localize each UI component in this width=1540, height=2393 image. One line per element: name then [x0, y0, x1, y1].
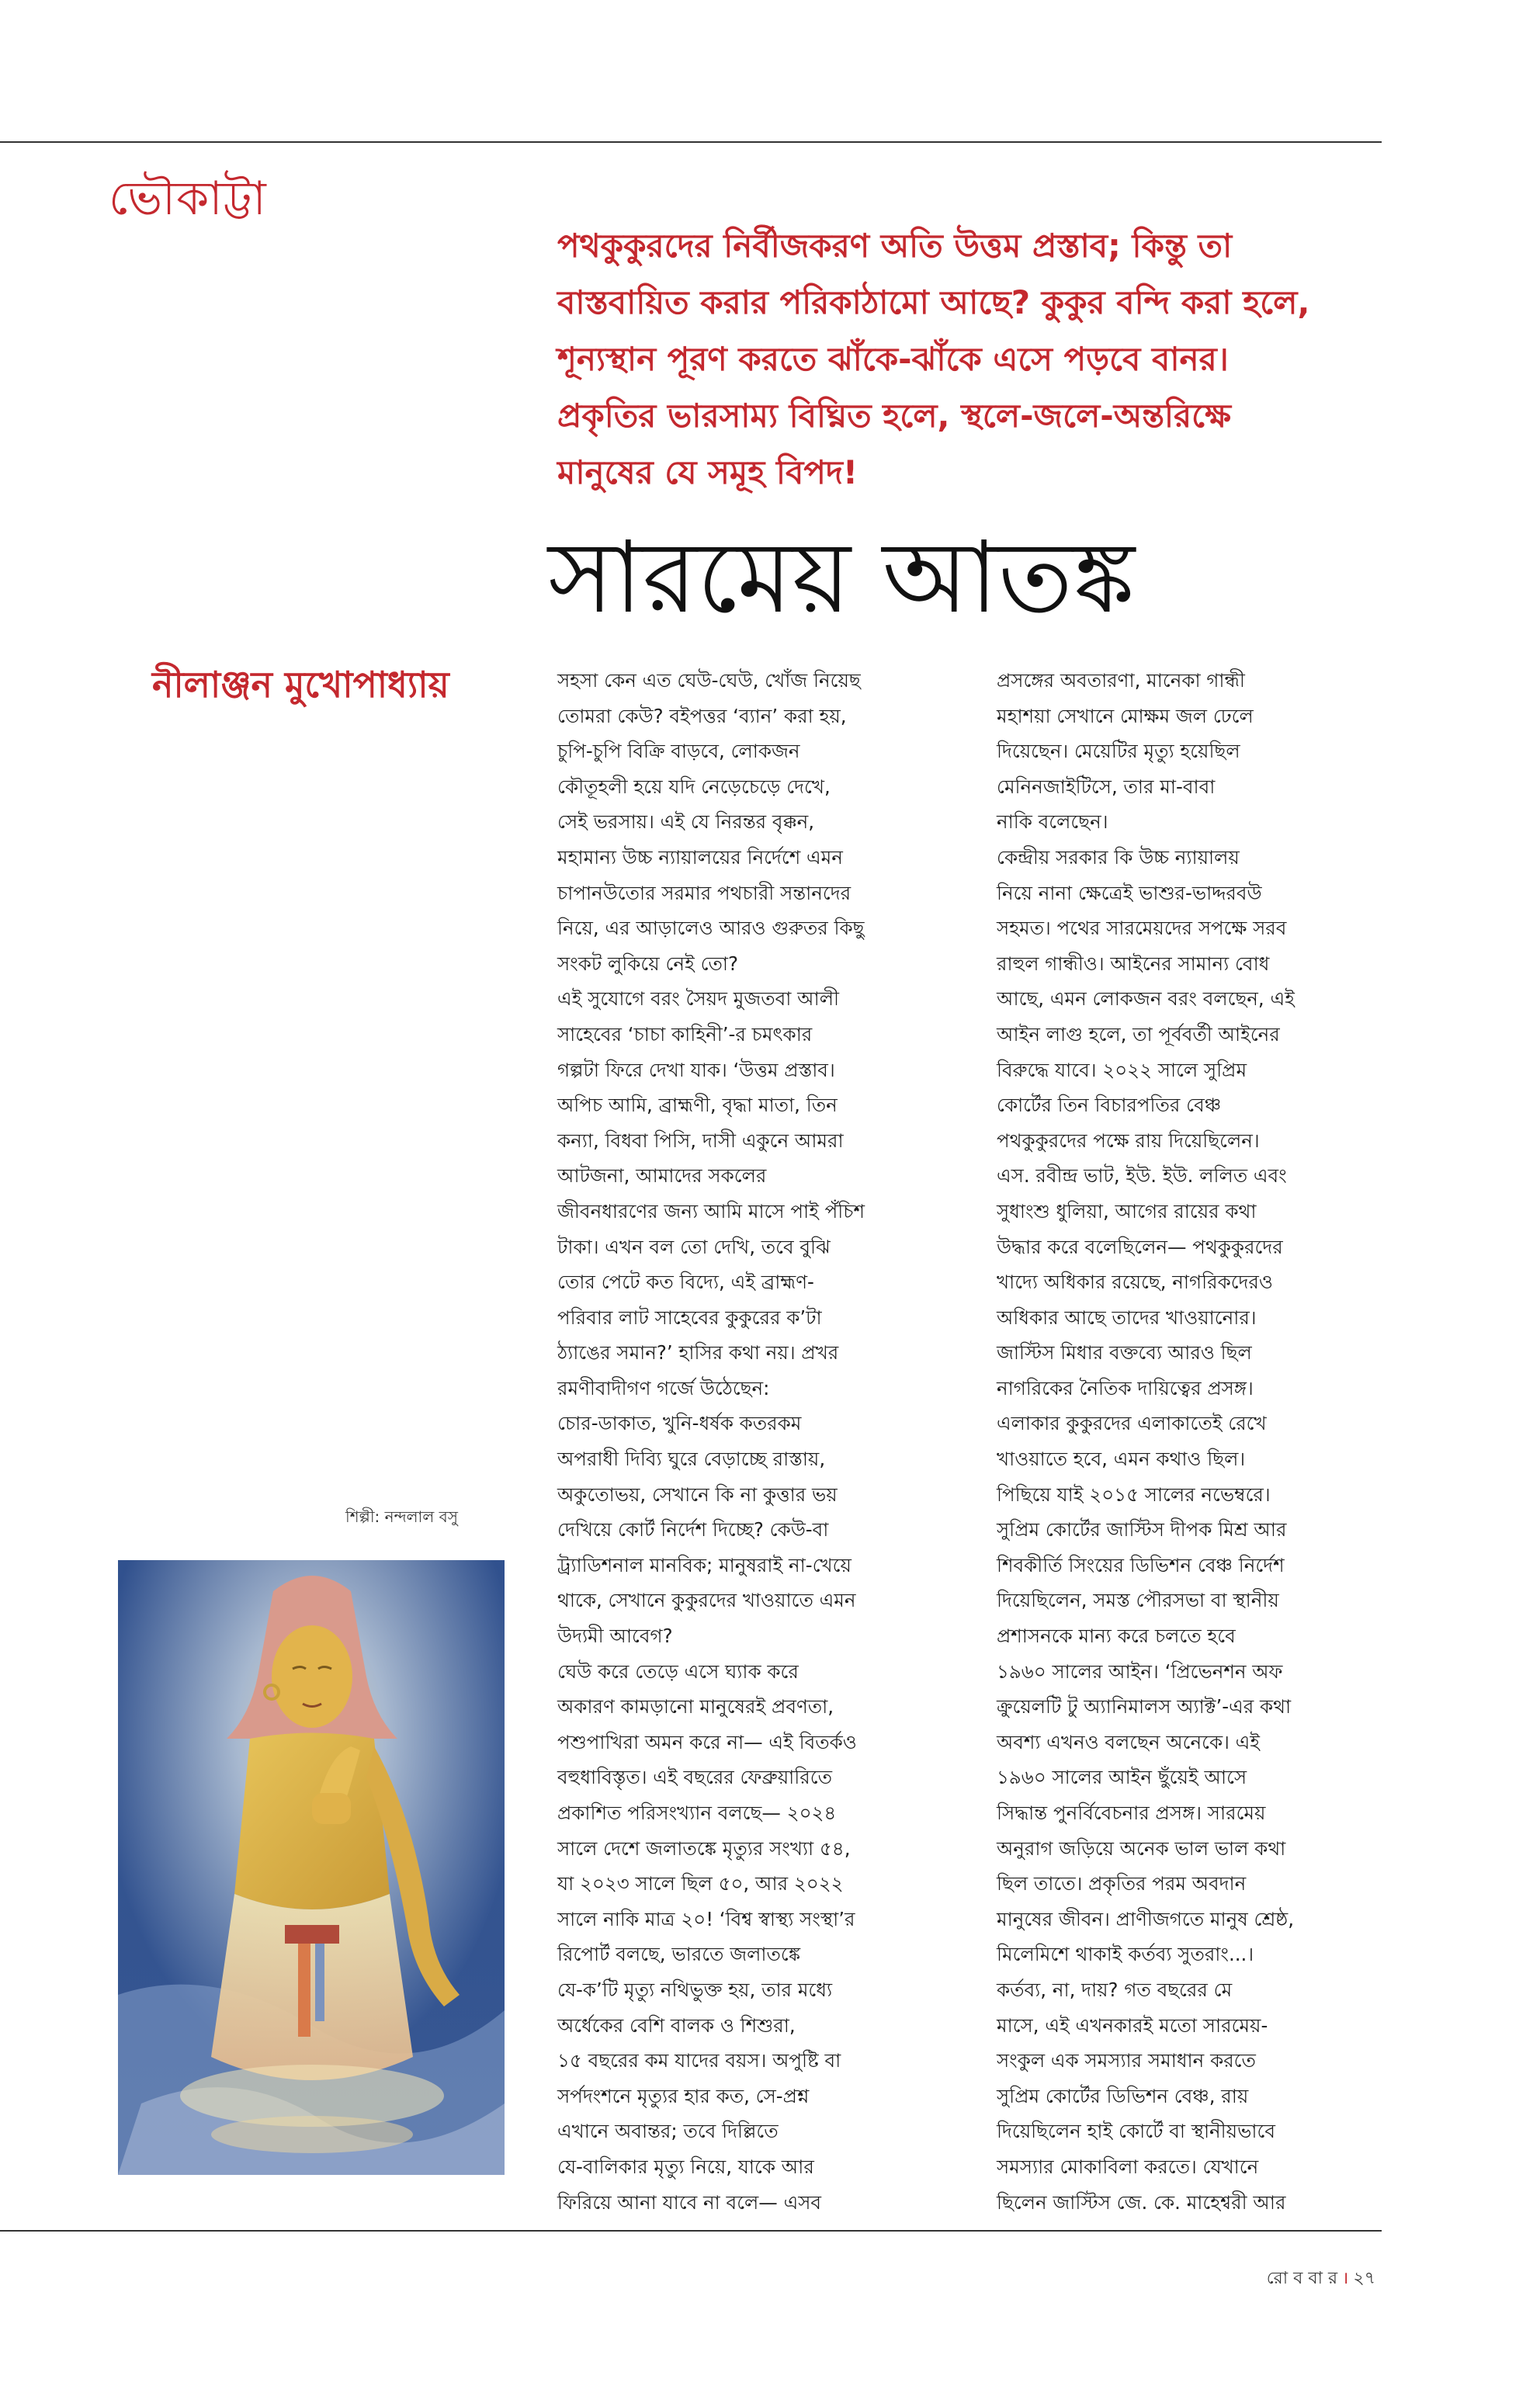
paragraph: কর্তব্য, না, দায়? গত বছরের মে মাসে, এই এখনকারই মতো সারমেয়- সংকুল এক সমস্যার সমাধান করতে সুপ্রিম কোর্টের ডিভিশন বেঞ্চ, রায় দিয়েছিলেন হাই কোর্টে বা স্থানীয়ভাবে সমস্যার মোকাবিলা করতে। যেখানে ছিলেন জাস্টিস জে. কে. মাহেশ্বরী আর: [997, 1978, 1286, 2214]
painting-image: [118, 1560, 505, 2175]
deck-standfirst: পথকুকুরদের নির্বীজকরণ অতি উত্তম প্রস্তাব; কিন্তু তা বাস্তবায়িত করার পরিকাঠামো আছে? কুকুর বন্দি করা হলে, শূন্যস্থান পূরণ করতে ঝাঁকে-ঝাঁকে এসে পড়বে বানর। প্রকৃতির ভারসাম্য বিঘ্নিত হলে, স্থলে-জলে-অন্তরিক্ষে মানুষের যে সমূহ বিপদ!: [557, 227, 1310, 491]
article-column-right: [997, 663, 1441, 2220]
paragraph: কেন্দ্রীয় সরকার কি উচ্চ ন্যায়ালয় নিয়ে নানা ক্ষেত্রেই ভাশুর-ভাদ্দরবউ সহমত। পথের সারমেয়দের সপক্ষে সরব রাহুল গান্ধীও। আইনের সামান্য বোধ আছে, এমন লোকজন বরং বলছেন, এই আইন লাগু হলে, তা পূর্ববর্তী আইনের বিরুদ্ধে যাবে। ২০২২ সালে সুপ্রিম কোর্টের তিন বিচারপতির বেঞ্চ পথকুকুরদের পক্ষে রায় দিয়েছিলেন। এস. রবীন্দ্র ভাট, ইউ. ইউ. ললিত এবং সুধাংশু ধুলিয়া, আগের রায়ের কথা উদ্ধার করে বলেছিলেন— পথকুকুরদের খাদ্যে অধিকার রয়েছে, নাগরিকদেরও অধিকার আছে তাদের খাওয়ানোর। জাস্টিস মিধার বক্তব্যে আরও ছিল নাগরিকের নৈতিক দায়িত্বের প্রসঙ্গ। এলাকার কুকুরদের এলাকাতেই রেখে খাওয়াতে হবে, এমন কথাও ছিল।: [997, 845, 1295, 1471]
article-column-middle: [557, 663, 1001, 2220]
magazine-name: রো ব বা র: [1266, 2269, 1338, 2288]
top-rule: [0, 141, 1382, 143]
paragraph: সহসা কেন এত ঘেউ-ঘেউ, খোঁজ নিয়েছ তোমরা কেউ? বইপত্তর ‘ব্যান’ করা হয়, চুপি-চুপি বিক্রি বাড়বে, লোকজন কৌতূহলী হয়ে যদি নেড়েচেড়ে দেখে, সেই ভরসায়। এই যে নিরন্তর বৃক্কন, মহামান্য উচ্চ ন্যায়ালয়ের নির্দেশে এমন চাপানউতোর সরমার পথচারী সন্তানদের নিয়ে, এর আড়ালেও আরও গুরুতর কিছু সংকট লুকিয়ে নেই তো?: [557, 669, 865, 975]
paragraph: প্রসঙ্গের অবতারণা, মানেকা গান্ধী মহাশয়া সেখানে মোক্ষম জল ঢেলে দিয়েছেন। মেয়েটির মৃত্যু হয়েছিল মেনিনজাইটিসে, তার মা-বাবা নাকি বলেছেন।: [997, 669, 1254, 834]
author-byline: নীলাঞ্জন মুখোপাধ্যায়: [152, 664, 449, 706]
paragraph: এই সুযোগে বরং সৈয়দ মুজতবা আলী সাহেবের ‘চাচা কাহিনী’-র চমৎকার গল্পটা ফিরে দেখা যাক। ‘উত্তম প্রস্তাব। অপিচ আমি, ব্রাহ্মণী, বৃদ্ধা মাতা, তিন কন্যা, বিধবা পিসি, দাসী একুনে আমরা আটজনা, আমাদের সকলের জীবনধারণের জন্য আমি মাসে পাই পঁচিশ টাকা। এখন বল তো দেখি, তবে বুঝি তোর পেটে কত বিদ্যে, এই ব্রাহ্মণ- পরিবার লাট সাহেবের কুকুরের ক’টা ঠ্যাঙের সমান?’ হাসির কথা নয়। প্রখর রমণীবাদীগণ গর্জে উঠেছেন: চোর-ডাকাত, খুনি-ধর্ষক কতরকম অপরাধী দিব্যি ঘুরে বেড়াচ্ছে রাস্তায়, অকুতোভয়, সেখানে কি না কুত্তার ভয় দেখিয়ে কোর্ট নির্দেশ দিচ্ছে? কেউ-বা ট্র্যাডিশনাল মানবিক; মানুষরাই না-খেয়ে থাকে, সেখানে কুকুরদের খাওয়াতে এমন উদ্যমী আবেগ?: [557, 987, 865, 1648]
page-number: ২৭: [1353, 2269, 1375, 2288]
footer-separator: ।: [1342, 2269, 1349, 2288]
page-footer: [1267, 2265, 1375, 2294]
headline: সারমেয় আতঙ্ক: [548, 520, 1136, 636]
bottom-rule: [0, 2230, 1382, 2232]
paragraph: ঘেউ করে তেড়ে এসে ঘ্যাক করে অকারণ কামড়ানো মানুষেরই প্রবণতা, পশুপাখিরা অমন করে না— এই বিতর্কও বহুধাবিস্তৃত। এই বছরের ফেব্রুয়ারিতে প্রকাশিত পরিসংখ্যান বলছে— ২০২৪ সালে দেশে জলাতঙ্কে মৃত্যুর সংখ্যা ৫৪, যা ২০২৩ সালে ছিল ৫০, আর ২০২২ সালে নাকি মাত্র ২০! ‘বিশ্ব স্বাস্থ্য সংস্থা’র রিপোর্ট বলছে, ভারতে জলাতঙ্কে যে-ক’টি মৃত্যু নথিভুক্ত হয়, তার মধ্যে অর্ধেকের বেশি বালক ও শিশুরা, ১৫ বছরের কম যাদের বয়স। অপুষ্টি বা সর্পদংশনে মৃত্যুর হার কত, সে-প্রশ্ন এখানে অবান্তর; তবে দিল্লিতে যে-বালিকার মৃত্যু নিয়ে, যাকে আর ফিরিয়ে আনা যাবে না বলে— এসব: [557, 1659, 857, 2214]
paragraph: পিছিয়ে যাই ২০১৫ সালের নভেম্বরে। সুপ্রিম কোর্টের জাস্টিস দীপক মিশ্র আর শিবকীর্তি সিংয়ের ডিভিশন বেঞ্চ নির্দেশ দিয়েছিলেন, সমস্ত পৌরসভা বা স্থানীয় প্রশাসনকে মান্য করে চলতে হবে ১৯৬০ সালের আইন। ‘প্রিভেনশন অফ ক্রুয়েলটি টু অ্যানিমালস অ্যাক্ট’-এর কথা অবশ্য এখনও বলছেন অনেকে। এই ১৯৬০ সালের আইন ছুঁয়েই আসে সিদ্ধান্ত পুনর্বিবেচনার প্রসঙ্গ। সারমেয় অনুরাগ জড়িয়ে অনেক ভাল ভাল কথা ছিল তাতে। প্রকৃতির পরম অবদান মানুষের জীবন। প্রাণীজগতে মানুষ শ্রেষ্ঠ, মিলেমিশে থাকাই কর্তব্য সুতরাং...।: [997, 1483, 1295, 1966]
painting-illustration: [118, 1560, 505, 2175]
image-credit: শিল্পী: নন্দলাল বসু: [345, 1507, 458, 1526]
section-tag: ভৌকাট্টা: [109, 172, 267, 226]
